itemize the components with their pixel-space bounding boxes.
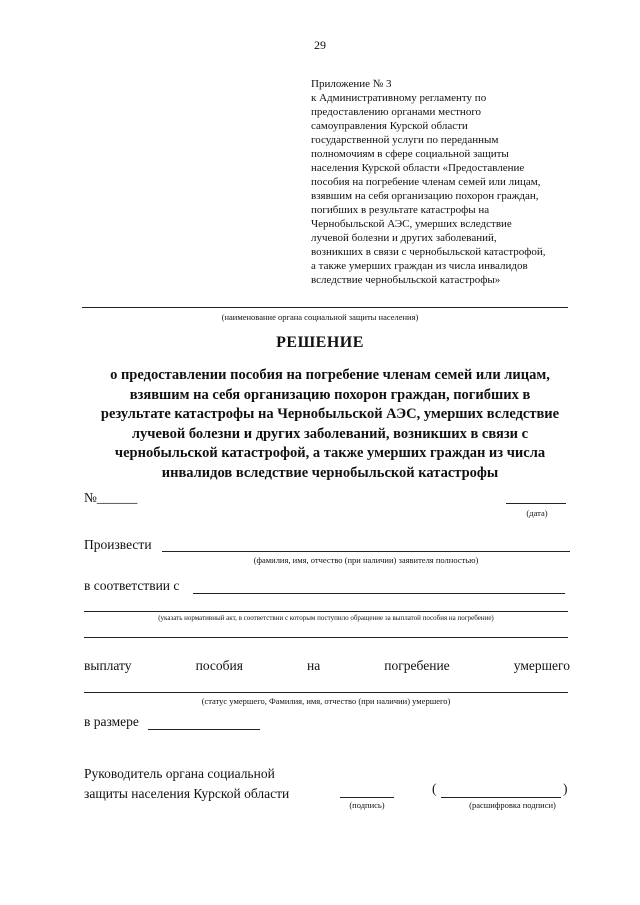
proizvesti-label: Произвести <box>84 537 152 552</box>
page-number: 29 <box>314 38 326 52</box>
appendix-line: Чернобыльской АЭС, умерших вследствие <box>311 218 512 230</box>
appendix-line: самоуправления Курской области <box>311 120 468 132</box>
appendix-line: Приложение № 3 <box>311 78 392 90</box>
appendix-line: лучевой болезни и других заболеваний, <box>311 232 497 244</box>
payment-word: пособия <box>195 658 243 673</box>
subtitle-line: инвалидов вследствие чернобыльской катастрофы <box>161 464 499 481</box>
subtitle-line: чернобыльской катастрофой, а также умерших граждан из числа <box>114 445 546 461</box>
appendix-line: предоставлению органами местного <box>311 106 482 118</box>
subtitle-line: взявшим на себя организацию похорон граждан, погибших в <box>129 386 531 403</box>
head-line: Руководитель органа социальной <box>84 766 275 781</box>
subtitle-line: лучевой болезни и других заболеваний, возникших в связи с <box>131 425 529 442</box>
document-title: РЕШЕНИЕ <box>276 334 364 351</box>
applicant-name-line[interactable] <box>162 551 570 552</box>
amount-label: в размере <box>84 714 139 729</box>
organ-name-line[interactable] <box>82 307 568 308</box>
payment-word: на <box>307 658 321 673</box>
document-subtitle <box>70 366 590 483</box>
head-line: защиты населения Курской области <box>84 786 290 801</box>
appendix-line: а также умерших граждан из числа инвалидов <box>311 260 528 272</box>
decoding-caption: (расшифровка подписи) <box>469 800 556 810</box>
appendix-line: пособия на погребение членам семей или лицам, <box>311 176 541 188</box>
decoding-line[interactable] <box>441 797 561 798</box>
head-title <box>84 764 289 804</box>
deceased-line[interactable] <box>84 692 568 693</box>
date-caption: (дата) <box>526 508 548 518</box>
appendix-line: вследствие чернобыльской катастрофы» <box>311 274 501 286</box>
appendix-line: взявшим на себя организацию похорон граждан, <box>311 190 539 202</box>
appendix-line: возникших в связи с чернобыльской катастрофой, <box>311 246 546 258</box>
decision-number-field[interactable]: №______ <box>84 490 138 505</box>
appendix-line: к Административному регламенту по <box>311 92 487 104</box>
applicant-caption: (фамилия, имя, отчество (при наличии) заявителя полностью) <box>253 555 479 565</box>
signature-caption: (подпись) <box>349 800 385 810</box>
legal-act-line[interactable] <box>193 593 565 594</box>
legal-act-line-2[interactable] <box>84 611 568 612</box>
organ-name-caption: (наименование органа социальной защиты населения) <box>221 312 419 322</box>
subtitle-line: результате катастрофы на Чернобыльской АЭС, умерших вследствие <box>100 406 560 422</box>
accordance-label: в соответствии с <box>84 578 180 593</box>
amount-line[interactable] <box>148 729 260 730</box>
legal-act-line-3[interactable] <box>84 637 568 638</box>
appendix-line: государственной услуги по переданным <box>311 134 499 146</box>
decoding-close-paren: ) <box>563 781 568 796</box>
signature-line[interactable] <box>340 797 394 798</box>
payment-word: выплату <box>84 658 132 673</box>
payment-word: погребение <box>384 658 450 673</box>
appendix-line: населения Курской области «Предоставление <box>311 162 525 174</box>
subtitle-line: о предоставлении пособия на погребение членам семей или лицам, <box>110 367 550 383</box>
date-line[interactable] <box>506 503 566 504</box>
payment-word: умершего <box>513 658 570 673</box>
deceased-caption: (статус умершего, Фамилия, имя, отчество (при наличии) умершего) <box>201 696 451 706</box>
payment-row <box>84 658 570 674</box>
appendix-line: погибших в результате катастрофы на <box>311 204 490 216</box>
appendix-line: полномочиям в сфере социальной защиты <box>311 148 509 160</box>
decoding-open-paren: ( <box>432 781 437 796</box>
appendix-header <box>311 77 591 287</box>
legal-act-caption: (указать нормативный акт, в соответствии с которым поступило обращение за выплатой пособия на погребение) <box>158 614 494 622</box>
